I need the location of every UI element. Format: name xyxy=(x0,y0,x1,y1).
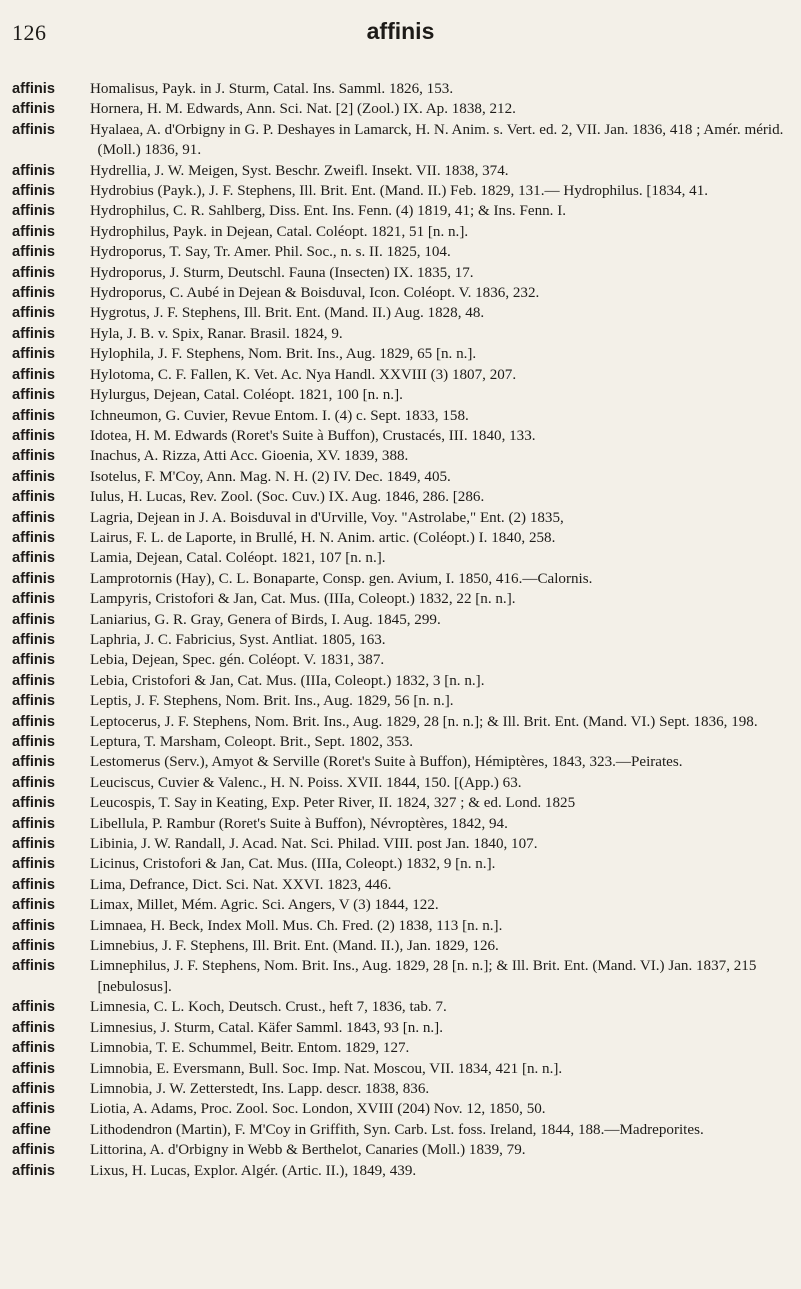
entry-citation: Licinus, Cristofori & Jan, Cat. Mus. (IIIa, Coleopt.) 1832, 9 [n. n.]. xyxy=(90,856,496,873)
index-entry xyxy=(12,406,787,426)
index-entry xyxy=(12,712,787,732)
entry-citation: Limax, Millet, Mém. Agric. Sci. Angers, V (3) 1844, 122. xyxy=(90,897,439,914)
index-entry xyxy=(12,834,787,854)
index-entry xyxy=(12,548,787,568)
index-entry xyxy=(12,854,787,874)
index-entry xyxy=(12,895,787,915)
entry-term: affinis xyxy=(12,366,55,383)
entry-citation: Leuciscus, Cuvier & Valenc., H. N. Poiss. XVII. 1844, 150. [(App.) 63. xyxy=(90,774,522,791)
entry-term: affinis xyxy=(12,754,55,771)
index-entry xyxy=(12,814,787,834)
index-entry xyxy=(12,610,787,630)
index-entry xyxy=(12,487,787,507)
entry-term: affinis xyxy=(12,693,55,710)
entry-term: affinis xyxy=(12,183,55,200)
entry-term: affinis xyxy=(12,346,55,363)
index-entry xyxy=(12,589,787,609)
entry-term: affinis xyxy=(12,81,55,97)
index-entry xyxy=(12,446,787,466)
entry-citation: Hydroporus, C. Aubé in Dejean & Boisduval, Icon. Coléopt. V. 1836, 232. xyxy=(90,285,540,302)
entry-term: affinis xyxy=(12,938,55,955)
entry-term: affinis xyxy=(12,489,55,506)
entry-citation: Lebia, Cristofori & Jan, Cat. Mus. (IIIa, Coleopt.) 1832, 3 [n. n.]. xyxy=(90,672,485,689)
entry-term: affinis xyxy=(12,325,55,342)
entry-term: affinis xyxy=(12,448,55,465)
entry-term: affinis xyxy=(12,121,55,138)
entry-citation: Leptocerus, J. F. Stephens, Nom. Brit. Ins., Aug. 1829, 28 [n. n.]; & Ill. Brit. Ent. (Mand. VI.) Sept. 1836, 198. xyxy=(90,713,758,730)
entry-term: affinis xyxy=(12,795,55,812)
entry-term: affinis xyxy=(12,550,55,567)
entry-citation: Laniarius, G. R. Gray, Genera of Birds, I. Aug. 1845, 299. xyxy=(90,611,441,628)
index-entry xyxy=(12,365,787,385)
index-entry xyxy=(12,630,787,650)
entry-citation: Hydrobius (Payk.), J. F. Stephens, Ill. Brit. Ent. (Mand. II.) Feb. 1829, 131.— Hydrophilus. [1834, 41. xyxy=(90,183,709,200)
entry-term: affinis xyxy=(12,1162,55,1179)
entry-citation: Hyalaea, A. d'Orbigny in G. P. Deshayes in Lamarck, H. N. Anim. s. Vert. ed. 2, VII. Jan. 1836, 418 ; Amér. mérid. (Moll.) 1836, 91. xyxy=(90,121,784,159)
entry-term: affinis xyxy=(12,427,55,444)
entry-term: affinis xyxy=(12,815,55,832)
entry-citation: Lamia, Dejean, Catal. Coléopt. 1821, 107 [n. n.]. xyxy=(90,550,386,567)
entry-citation: Hydrophilus, C. R. Sahlberg, Diss. Ent. Ins. Fenn. (4) 1819, 41; & Ins. Fenn. I. xyxy=(90,203,567,220)
entry-term: affinis xyxy=(12,468,55,485)
index-entry xyxy=(12,1140,787,1160)
entry-citation: Laphria, J. C. Fabricius, Syst. Antliat. 1805, 163. xyxy=(90,631,386,648)
entry-citation: Lima, Defrance, Dict. Sci. Nat. XXVI. 1823, 446. xyxy=(90,876,392,893)
entry-term: affinis xyxy=(12,305,55,322)
index-entry xyxy=(12,1161,787,1181)
entry-term: affine xyxy=(12,1121,51,1138)
entry-citation: Hornera, H. M. Edwards, Ann. Sci. Nat. [2] (Zool.) IX. Ap. 1838, 212. xyxy=(90,101,516,118)
entry-citation: Hydrellia, J. W. Meigen, Syst. Beschr. Zweifl. Insekt. VII. 1838, 374. xyxy=(90,162,509,179)
entry-citation: Hydrophilus, Payk. in Dejean, Catal. Coléopt. 1821, 51 [n. n.]. xyxy=(90,223,469,240)
index-entry xyxy=(12,732,787,752)
entry-term: affinis xyxy=(12,101,55,118)
entry-citation: Hydroporus, J. Sturm, Deutschl. Fauna (Insecten) IX. 1835, 17. xyxy=(90,264,474,281)
entry-citation: Liotia, A. Adams, Proc. Zool. Soc. London, XVIII (204) Nov. 12, 1850, 50. xyxy=(90,1101,546,1118)
entry-term: affinis xyxy=(12,223,55,240)
index-entry xyxy=(12,671,787,691)
entry-citation: Limnesius, J. Sturm, Catal. Käfer Samml. 1843, 93 [n. n.]. xyxy=(90,1019,443,1036)
entry-citation: Limnaea, H. Beck, Index Moll. Mus. Ch. Fred. (2) 1838, 113 [n. n.]. xyxy=(90,917,503,934)
entry-citation: Libellula, P. Rambur (Roret's Suite à Buffon), Névroptères, 1842, 94. xyxy=(90,815,508,832)
entry-term: affinis xyxy=(12,774,55,791)
entry-citation: Libinia, J. W. Randall, J. Acad. Nat. Sci. Philad. VIII. post Jan. 1840, 107. xyxy=(90,836,538,853)
index-entry xyxy=(12,99,787,119)
index-entry xyxy=(12,916,787,936)
index-entry xyxy=(12,1079,787,1099)
entry-term: affinis xyxy=(12,244,55,261)
index-entry xyxy=(12,344,787,364)
entry-citation: Ichneumon, G. Cuvier, Revue Entom. I. (4) c. Sept. 1833, 158. xyxy=(90,407,469,424)
index-entry xyxy=(12,324,787,344)
entry-term: affinis xyxy=(12,999,55,1016)
index-entry xyxy=(12,120,787,161)
index-entry xyxy=(12,283,787,303)
entry-citation: Leptis, J. F. Stephens, Nom. Brit. Ins., Aug. 1829, 56 [n. n.]. xyxy=(90,693,454,710)
entry-citation: Leptura, T. Marsham, Coleopt. Brit., Sept. 1802, 353. xyxy=(90,734,414,750)
index-entry xyxy=(12,222,787,242)
index-entry xyxy=(12,793,787,813)
entry-citation: Leucospis, T. Say in Keating, Exp. Peter River, II. 1824, 327 ; & ed. Lond. 1825 xyxy=(90,795,576,812)
index-entry xyxy=(12,650,787,670)
entry-citation: Limnobia, J. W. Zetterstedt, Ins. Lapp. descr. 1838, 836. xyxy=(90,1080,430,1097)
index-entry xyxy=(12,1018,787,1038)
entry-citation: Inachus, A. Rizza, Atti Acc. Gioenia, XV. 1839, 388. xyxy=(90,448,409,465)
entry-term: affinis xyxy=(12,1101,55,1118)
entry-citation: Hygrotus, J. F. Stephens, Ill. Brit. Ent. (Mand. II.) Aug. 1828, 48. xyxy=(90,305,485,322)
entry-citation: Idotea, H. M. Edwards (Roret's Suite à Buffon), Crustacés, III. 1840, 133. xyxy=(90,427,536,444)
index-entry xyxy=(12,181,787,201)
entry-term: affinis xyxy=(12,652,55,669)
index-entry xyxy=(12,303,787,323)
entry-citation: Lixus, H. Lucas, Explor. Algér. (Artic. II.), 1849, 439. xyxy=(90,1162,417,1179)
index-entry xyxy=(12,79,787,99)
entry-citation: Lamprotornis (Hay), C. L. Bonaparte, Consp. gen. Avium, I. 1850, 416.—Calornis. xyxy=(90,570,593,587)
entry-citation: Hylurgus, Dejean, Catal. Coléopt. 1821, 100 [n. n.]. xyxy=(90,387,403,404)
entry-citation: Homalisus, Payk. in J. Sturm, Catal. Ins. Samml. 1826, 153. xyxy=(90,81,454,97)
index-entry xyxy=(12,467,787,487)
index-entry xyxy=(12,1059,787,1079)
entry-term: affinis xyxy=(12,1060,55,1077)
index-entry xyxy=(12,875,787,895)
entry-term: affinis xyxy=(12,1080,55,1097)
entry-term: affinis xyxy=(12,897,55,914)
entry-term: affinis xyxy=(12,713,55,730)
index-entry xyxy=(12,426,787,446)
entry-citation: Limnebius, J. F. Stephens, Ill. Brit. Ent. (Mand. II.), Jan. 1829, 126. xyxy=(90,938,499,955)
entry-citation: Lairus, F. L. de Laporte, in Brullé, H. N. Anim. artic. (Coléopt.) I. 1840, 258. xyxy=(90,529,556,546)
entry-citation: Lampyris, Cristofori & Jan, Cat. Mus. (IIIa, Coleopt.) 1832, 22 [n. n.]. xyxy=(90,591,516,608)
entry-citation: Lebia, Dejean, Spec. gén. Coléopt. V. 1831, 387. xyxy=(90,652,385,669)
page-number: 126 xyxy=(12,20,47,45)
entry-term: affinis xyxy=(12,917,55,934)
entry-term: affinis xyxy=(12,570,55,587)
index-entry xyxy=(12,773,787,793)
index-entry xyxy=(12,1038,787,1058)
index-entry xyxy=(12,569,787,589)
entry-term: affinis xyxy=(12,836,55,853)
index-entry xyxy=(12,936,787,956)
entry-term: affinis xyxy=(12,285,55,302)
entry-term: affinis xyxy=(12,1142,55,1159)
entry-term: affinis xyxy=(12,387,55,404)
entry-citation: Hylophila, J. F. Stephens, Nom. Brit. Ins., Aug. 1829, 65 [n. n.]. xyxy=(90,346,477,363)
entry-term: affinis xyxy=(12,1040,55,1057)
entry-term: affinis xyxy=(12,672,55,689)
entry-term: affinis xyxy=(12,407,55,424)
entry-citation: Lestomerus (Serv.), Amyot & Serville (Roret's Suite à Buffon), Hémiptères, 1843, 323.—Peirates. xyxy=(90,754,683,771)
index-entry xyxy=(12,385,787,405)
entry-citation: Limnephilus, J. F. Stephens, Nom. Brit. Ins., Aug. 1829, 28 [n. n.]; & Ill. Brit. Ent. (Mand. VI.) Jan. 1837, 215 [nebulosus]. xyxy=(90,958,757,995)
entry-term: affinis xyxy=(12,876,55,893)
index-entry xyxy=(12,752,787,772)
entry-term: affinis xyxy=(12,591,55,608)
entry-term: affinis xyxy=(12,162,55,179)
index-entry xyxy=(12,263,787,283)
entry-term: affinis xyxy=(12,203,55,220)
entry-term: affinis xyxy=(12,509,55,526)
entry-citation: Iulus, H. Lucas, Rev. Zool. (Soc. Cuv.) IX. Aug. 1846, 286. [286. xyxy=(90,489,485,506)
entry-term: affinis xyxy=(12,264,55,281)
entry-list xyxy=(12,79,787,1181)
entry-citation: Lagria, Dejean in J. A. Boisduval in d'Urville, Voy. "Astrolabe," Ent. (2) 1835, xyxy=(90,509,564,526)
index-entry xyxy=(12,956,787,997)
entry-citation: Hylotoma, C. F. Fallen, K. Vet. Ac. Nya Handl. XXVIII (3) 1807, 207. xyxy=(90,366,517,383)
index-entry xyxy=(12,1099,787,1119)
entry-citation: Isotelus, F. M'Coy, Ann. Mag. N. H. (2) IV. Dec. 1849, 405. xyxy=(90,468,451,485)
index-entry xyxy=(12,161,787,181)
entry-citation: Limnobia, T. E. Schummel, Beitr. Entom. 1829, 127. xyxy=(90,1040,410,1057)
entry-term: affinis xyxy=(12,734,55,750)
entry-term: affinis xyxy=(12,1019,55,1036)
entry-term: affinis xyxy=(12,958,55,975)
running-head: affinis xyxy=(366,18,435,44)
entry-term: affinis xyxy=(12,856,55,873)
entry-citation: Limnesia, C. L. Koch, Deutsch. Crust., heft 7, 1836, tab. 7. xyxy=(90,999,447,1016)
entry-citation: Lithodendron (Martin), F. M'Coy in Griffith, Syn. Carb. Lst. foss. Ireland, 1844, 188.—Madreporites. xyxy=(90,1121,704,1138)
index-entry xyxy=(12,997,787,1017)
entry-term: affinis xyxy=(12,529,55,546)
entry-citation: Hyla, J. B. v. Spix, Ranar. Brasil. 1824, 9. xyxy=(90,325,343,342)
index-entry xyxy=(12,242,787,262)
entry-term: affinis xyxy=(12,631,55,648)
index-entry xyxy=(12,691,787,711)
index-entry xyxy=(12,508,787,528)
entry-citation: Limnobia, E. Eversmann, Bull. Soc. Imp. Nat. Moscou, VII. 1834, 421 [n. n.]. xyxy=(90,1060,563,1077)
entry-term: affinis xyxy=(12,611,55,628)
entry-citation: Hydroporus, T. Say, Tr. Amer. Phil. Soc., n. s. II. 1825, 104. xyxy=(90,244,451,261)
index-entry xyxy=(12,201,787,221)
entry-citation: Littorina, A. d'Orbigny in Webb & Berthelot, Canaries (Moll.) 1839, 79. xyxy=(90,1142,526,1159)
index-entry xyxy=(12,1120,787,1140)
index-entry xyxy=(12,528,787,548)
